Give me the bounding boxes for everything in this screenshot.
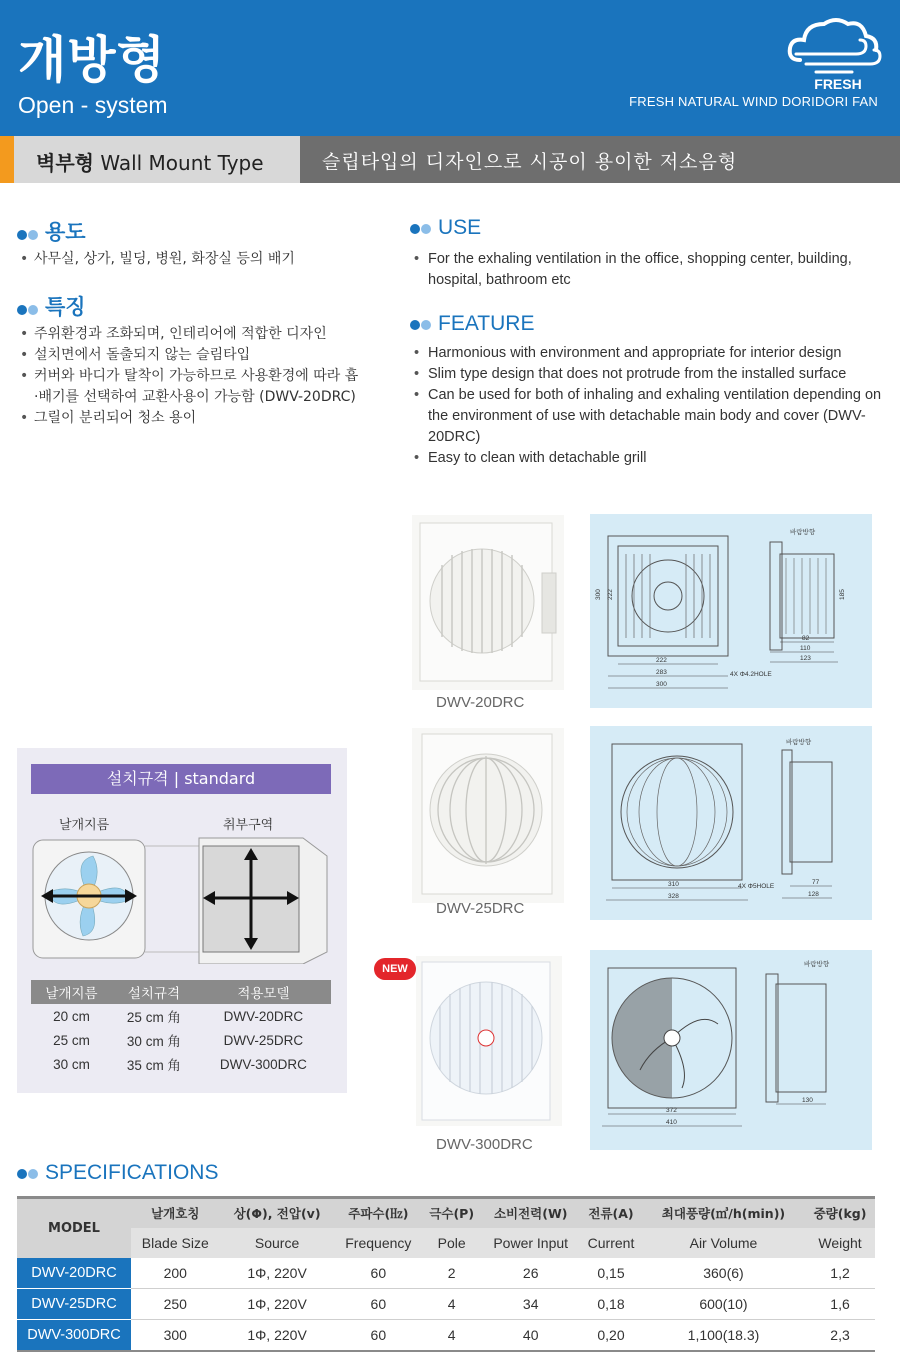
bullet-dots-icon [17, 221, 39, 245]
dim-label: 185 [839, 589, 846, 600]
list-item: • Can be used for both of inhaling and exhaling ventilation depending on the environment of use with detachable main body and cover (DWV-20DRC) [414, 385, 884, 448]
new-badge: NEW [374, 958, 416, 980]
dim-label: 4X Φ5HOLE [738, 883, 775, 890]
table-cell: 34 [481, 1289, 580, 1320]
features-ko-heading: 특징 [17, 291, 86, 321]
column-header: 최대풍량(㎥/h(min)) [642, 1198, 805, 1228]
column-header: 날개지름 [31, 980, 112, 1004]
list-item: • 사무실, 상가, 빌딩, 병원, 화장실 등의 배기 [20, 249, 380, 270]
specifications-heading: SPECIFICATIONS [17, 1161, 218, 1185]
column-header: Frequency [335, 1228, 423, 1258]
technical-drawing-icon [590, 726, 872, 920]
column-header: 극수(P) [422, 1198, 481, 1228]
dim-label: 바람방향 [786, 739, 812, 746]
dim-label: 4X Φ4.2HOLE [730, 671, 772, 678]
product-photo-dwv-300drc [416, 956, 562, 1126]
features-en-heading: FEATURE [410, 312, 534, 336]
dim-label: 328 [668, 893, 679, 900]
dim-label: 222 [656, 657, 667, 664]
features-ko-list [20, 324, 360, 429]
table-cell: 60 [335, 1320, 423, 1351]
features-en-list [414, 343, 884, 469]
dim-label: 222 [607, 589, 614, 600]
brand-word: FRESH [814, 76, 862, 92]
column-header: 전류(A) [580, 1198, 642, 1228]
column-header: Air Volume [642, 1228, 805, 1258]
dim-label: 110 [800, 645, 811, 652]
standard-diagram-icon [31, 834, 331, 964]
dim-label: 372 [666, 1107, 677, 1114]
dim-label: 바람방향 [804, 961, 830, 968]
table-cell: 300 [131, 1320, 220, 1351]
column-header: 소비전력(W) [481, 1198, 580, 1228]
list-item: • 그릴이 분리되어 청소 용이 [20, 408, 360, 429]
table-cell: 26 [481, 1258, 580, 1289]
page-title: 개방형 [18, 31, 166, 89]
column-header: 중량(kg) [805, 1198, 875, 1228]
usage-en-list [414, 249, 884, 291]
table-cell: 2 [422, 1258, 481, 1289]
type-description: 슬립타입의 디자인으로 시공이 용이한 저소음형 [322, 151, 738, 173]
bullet-dots-icon [410, 216, 432, 240]
dim-label: 310 [668, 881, 679, 888]
column-header: Blade Size [131, 1228, 220, 1258]
table-cell: 200 [131, 1258, 220, 1289]
standard-title: 설치규격 | standard [31, 764, 331, 794]
technical-drawing-icon [590, 950, 872, 1150]
table-cell: 600(10) [642, 1289, 805, 1320]
column-header: 설치규격 [112, 980, 196, 1004]
column-header: 적용모델 [196, 980, 331, 1004]
type-ko: 벽부형 [36, 151, 94, 175]
product-photo-dwv-20drc [412, 515, 564, 690]
model-cell: DWV-25DRC [17, 1289, 131, 1320]
standard-table [31, 980, 331, 1076]
installation-standard-box [17, 748, 347, 1093]
table-row [17, 1320, 875, 1351]
table-cell: 1,100(18.3) [642, 1320, 805, 1351]
dim-label: 123 [800, 655, 811, 662]
fan-photo-icon [412, 728, 564, 903]
table-header-row [17, 1198, 875, 1228]
type-bar [0, 136, 900, 183]
page-subtitle: Open - system [18, 92, 168, 118]
dim-label: 410 [666, 1119, 677, 1126]
type-label [0, 136, 300, 183]
specifications-table [17, 1196, 875, 1352]
table-cell: 360(6) [642, 1258, 805, 1289]
dim-label: 300 [656, 681, 667, 688]
bullet-dots-icon [410, 312, 432, 336]
blade-diameter-label: 날개지름 [59, 818, 110, 833]
list-item: • 커버와 바디가 탈착이 가능하므로 사용환경에 따라 흡·배기를 선택하여 교환사용이 가능함 (DWV-20DRC) [20, 366, 360, 408]
table-cell: 30 cm 角 [126, 1034, 181, 1049]
table-cell: 60 [335, 1258, 423, 1289]
product-caption: DWV-20DRC [436, 694, 525, 711]
table-cell: 1Φ, 220V [220, 1320, 335, 1351]
table-cell: 250 [131, 1289, 220, 1320]
fan-photo-icon [412, 515, 564, 690]
list-item: • For the exhaling ventilation in the office, shopping center, building, hospital, bathroom etc [414, 249, 884, 291]
table-row [31, 1028, 331, 1052]
table-cell: 25 cm [53, 1032, 90, 1048]
model-cell: DWV-300DRC [17, 1320, 131, 1351]
dim-label: 300 [595, 589, 602, 600]
table-cell: DWV-20DRC [223, 1008, 304, 1024]
table-header-row [31, 980, 331, 1004]
brand-tagline: FRESH NATURAL WIND DORIDORI FAN [629, 94, 878, 109]
dim-label: 바람방향 [790, 529, 816, 536]
product-caption: DWV-25DRC [436, 900, 525, 917]
model-cell: DWV-20DRC [17, 1258, 131, 1289]
column-header: 날개호칭 [131, 1198, 220, 1228]
table-cell: 25 cm 角 [126, 1010, 181, 1025]
dim-label: 128 [808, 891, 819, 898]
table-cell: 0,15 [580, 1258, 642, 1289]
table-cell: 60 [335, 1289, 423, 1320]
table-cell: DWV-25DRC [223, 1032, 304, 1048]
list-item: • 주위환경과 조화되며, 인테리어에 적합한 디자인 [20, 324, 360, 345]
list-item: • Easy to clean with detachable grill [414, 448, 884, 469]
product-photo-dwv-25drc [412, 728, 564, 903]
list-item: • Slim type design that does not protrude from the installed surface [414, 364, 884, 385]
list-item: • 설치면에서 돌출되지 않는 슬림타입 [20, 345, 360, 366]
drawing-dwv-25drc [590, 726, 872, 920]
table-row [31, 1052, 331, 1076]
bullet-dots-icon [17, 296, 39, 320]
table-cell: 2,3 [805, 1320, 875, 1351]
type-en: Wall Mount Type [100, 151, 264, 175]
table-cell: 0,20 [580, 1320, 642, 1351]
table-cell: 4 [422, 1320, 481, 1351]
drawing-dwv-20drc [590, 514, 872, 708]
mount-area-label: 취부구역 [223, 818, 274, 833]
dim-label: 82 [802, 635, 810, 642]
technical-drawing-icon [590, 514, 872, 708]
column-header: 주파수(㎐) [335, 1198, 423, 1228]
table-cell: 0,18 [580, 1289, 642, 1320]
column-header: Source [220, 1228, 335, 1258]
table-header-row [17, 1228, 875, 1258]
table-row [17, 1258, 875, 1289]
bullet-dots-icon [17, 1161, 39, 1185]
table-cell: 40 [481, 1320, 580, 1351]
table-cell: DWV-300DRC [219, 1056, 307, 1072]
column-header: Power Input [481, 1228, 580, 1258]
table-cell: 1,6 [805, 1289, 875, 1320]
table-cell: 4 [422, 1289, 481, 1320]
table-cell: 20 cm [53, 1008, 90, 1024]
drawing-dwv-300drc [590, 950, 872, 1150]
column-header: Current [580, 1228, 642, 1258]
column-header: 상(Φ), 전압(v) [220, 1198, 335, 1228]
header-banner [0, 0, 900, 136]
fan-photo-icon [416, 956, 562, 1126]
dim-label: 283 [656, 669, 667, 676]
table-cell: 1Φ, 220V [220, 1289, 335, 1320]
table-cell: 1,2 [805, 1258, 875, 1289]
column-header: Weight [805, 1228, 875, 1258]
usage-ko-heading: 용도 [17, 216, 86, 246]
column-header: Pole [422, 1228, 481, 1258]
cloud-wind-logo-icon [786, 10, 890, 80]
table-cell: 30 cm [53, 1056, 90, 1072]
table-row [17, 1289, 875, 1320]
dim-label: 130 [802, 1097, 813, 1104]
table-cell: 1Φ, 220V [220, 1258, 335, 1289]
table-cell: 35 cm 角 [126, 1058, 181, 1073]
usage-ko-list [20, 249, 380, 270]
list-item: • Harmonious with environment and appropriate for interior design [414, 343, 884, 364]
dim-label: 77 [812, 879, 820, 886]
product-caption: DWV-300DRC [436, 1136, 533, 1153]
model-header: MODEL [17, 1198, 131, 1258]
table-row [31, 1004, 331, 1028]
usage-en-heading: USE [410, 216, 481, 240]
